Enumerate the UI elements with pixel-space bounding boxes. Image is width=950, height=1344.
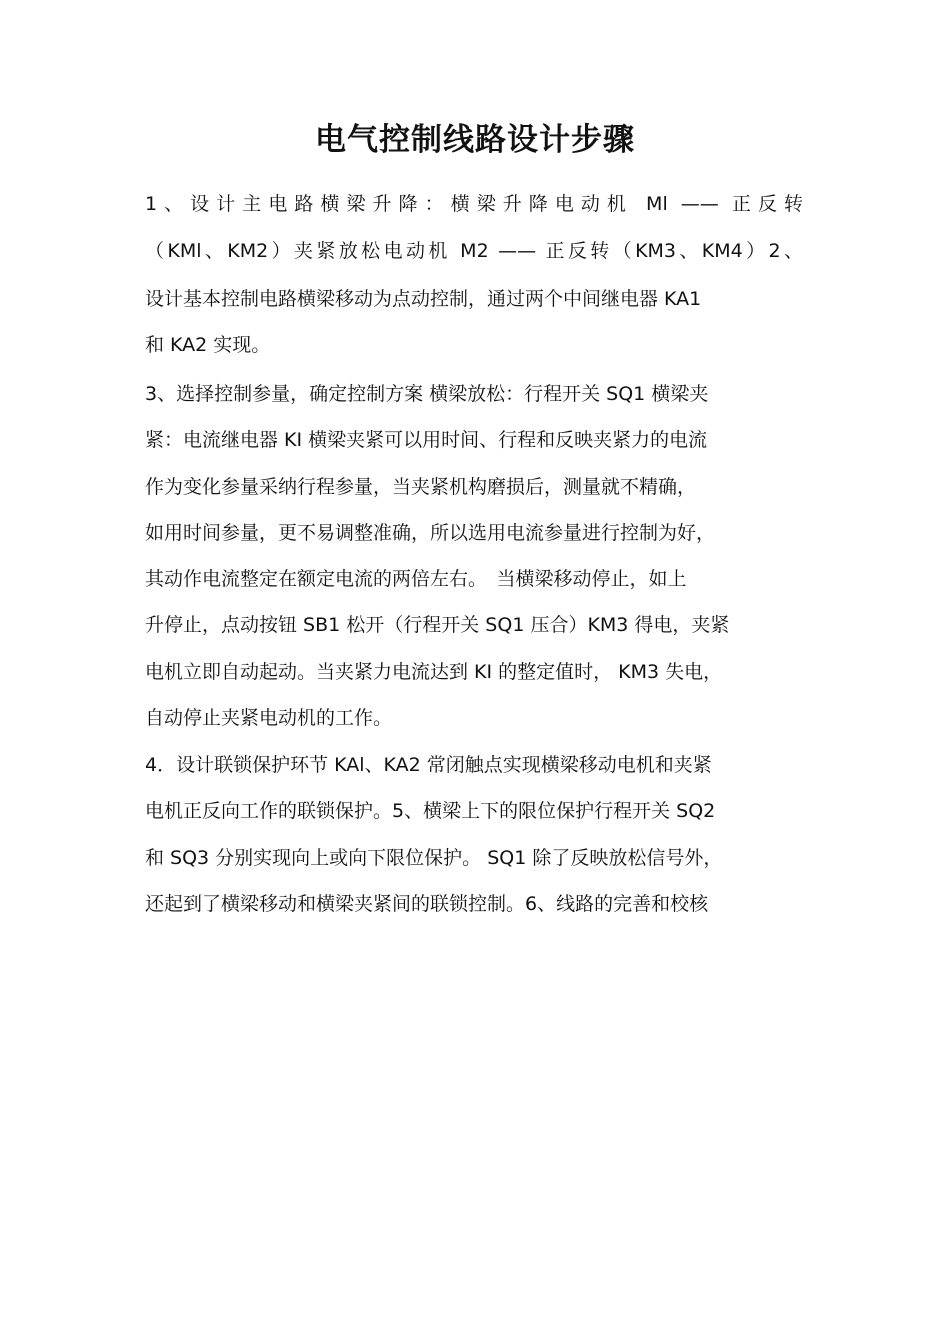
body-line: 和 KA2 实现。 [145, 334, 271, 356]
body-line: 电机正反向工作的联锁保护。5、横梁上下的限位保护行程开关 SQ2 [145, 800, 716, 822]
body-line: 电机立即自动起动。当夹紧力电流达到 KI 的整定值时， KM3 失电， [145, 661, 723, 683]
body-line: 作为变化参量采纳行程参量，当夹紧机构磨损后，测量就不精确， [145, 476, 697, 498]
body-line: 还起到了横梁移动和横梁夹紧间的联锁控制。6、线路的完善和校核 [145, 893, 709, 915]
document-title: 电气控制线路设计步骤 [315, 122, 635, 158]
body-line: 设计基本控制电路横梁移动为点动控制，通过两个中间继电器 KA1 [145, 288, 702, 310]
body-line: 其动作电流整定在额定电流的两倍左右。 当横梁移动停止，如上 [145, 568, 687, 590]
body-line: 和 SQ3 分别实现向上或向下限位保护。 SQ1 除了反映放松信号外， [145, 847, 723, 869]
body-line: 4．设计联锁保护环节 KAl、KA2 常闭触点实现横梁移动电机和夹紧 [145, 754, 712, 776]
body-line: 升停止，点动按钮 SB1 松开（行程开关 SQ1 压合）KM3 得电，夹紧 [145, 614, 730, 636]
body-line: 紧：电流继电器 KI 横梁夹紧可以用时间、行程和反映夹紧力的电流 [145, 429, 708, 451]
body-line: 3、选择控制参量，确定控制方案 横梁放松：行程开关 SQ1 横梁夹 [145, 383, 709, 405]
body-line: 如用时间参量，更不易调整准确，所以选用电流参量进行控制为好， [145, 522, 716, 544]
body-line: 1、设计主电路横梁升降：横梁升降电动机 Ml —— 正反转 [145, 193, 803, 215]
body-line: （KMl、KM2）夹紧放松电动机 M2 —— 正反转（KM3、KM4）2、 [145, 240, 803, 262]
body-line: 自动停止夹紧电动机的工作。 [145, 707, 393, 729]
